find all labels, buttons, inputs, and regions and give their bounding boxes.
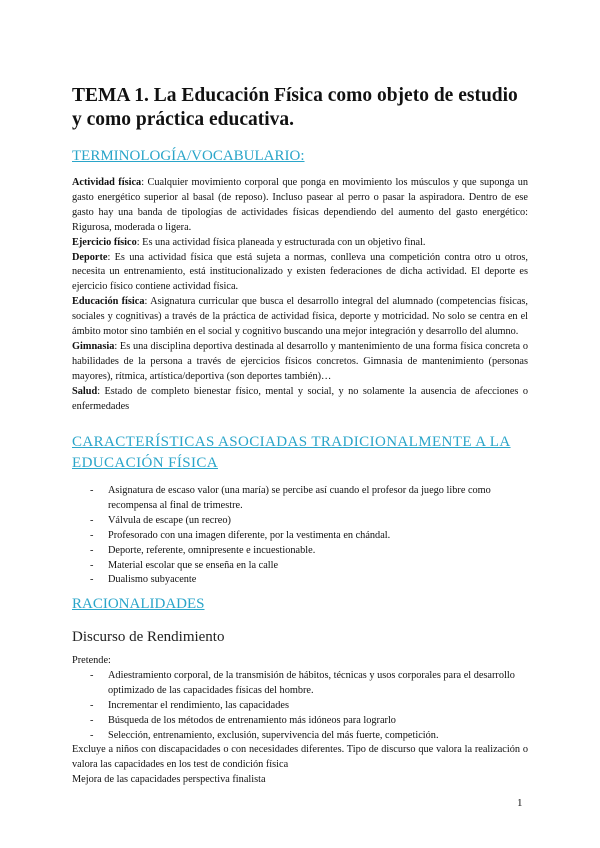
list-item-text: Búsqueda de los métodos de entrenamiento más idóneos para lograrlo [108,714,396,726]
definition-salud [72,385,528,415]
definition-term: Salud [72,385,98,397]
closing-paragraph: Mejora de las capacidades perspectiva finalista [72,774,266,786]
list-item: - Dualismo subyacente [90,574,197,586]
performance-list [72,669,528,744]
section-heading-terminology: TERMINOLOGÍA/VOCABULARIO: [72,148,305,164]
definition-text: : Es una actividad física planeada y estructurada con un objetivo final. [136,236,426,248]
list-item-text: Válvula de escape (un recreo) [108,514,231,526]
subsection-heading: Discurso de Rendimiento [72,629,225,645]
intro-text: Pretende: [72,655,111,666]
definition-term: Deporte [72,251,108,263]
section-heading-rationalities: RACIONALIDADES [72,596,205,612]
definition-actividad-fisica [72,176,528,236]
definition-term: Educación física [72,296,145,308]
list-item-text: Incrementar el rendimiento, las capacidades [108,699,289,711]
definitions-block [72,176,528,415]
list-item-text: Adiestramiento corporal, de la transmisión de hábitos, técnicas y usos corporales para el desarrollo optimizado de las capacidades físicas del hombre. [108,669,515,696]
section-heading-line: CARACTERÍSTICAS ASOCIADAS TRADICIONALMENTE A LA [72,434,511,450]
definition-text: : Es una disciplina deportiva destinada al desarrollo y mantenimiento de una forma física concreta o habilidades de la persona a través de ejercicios físicos concretos. Gimnasia de mantenimiento (personas mayores), rítmica, artística/deportiva (son deportes también)… [72,340,528,382]
list-item-text: Asignatura de escaso valor (una maría) se percibe así cuando el profesor da juego libre como recompensa al final de trimestre. [108,485,491,511]
definition-gimnasia [72,340,528,385]
list-item-text: Dualismo subyacente [108,574,197,586]
closing-paragraph: Excluye a niños con discapacidades o con necesidades diferentes. Tipo de discurso que valora la realización o valora las capacidades en los test de condición física [72,744,528,771]
list-item-text: Material escolar que se enseña en la calle [108,559,279,571]
definition-text: : Es una actividad física que está sujeta a normas, conlleva una competición contra otro u otros, necesita un entrenamiento, está institucionalizado y existen federaciones de dicha actividad. El deporte es ejercicio físico contiene actividad física. [72,251,528,293]
definition-term: Ejercicio físico [72,236,137,248]
list-item: - Deporte, referente, omnipresente e incuestionable. [90,544,316,556]
definition-text: : Asignatura curricular que busca el desarrollo integral del alumnado (competencias físicas, sociales y cognitivas) a través de la práctica de actividad física, deporte y motricidad. No solo se centra en el ámbito motor sino también en el social y cognitivo buscando una mejor integración y desarrollo del alumno. [72,296,529,338]
list-item: - Búsqueda de los métodos de entrenamiento más idóneos para lograrlo [90,714,396,726]
characteristics-list-block [72,484,528,588]
list-item: - Profesorado con una imagen diferente, por la vestimenta en chándal. [90,529,391,541]
definition-term: Gimnasia [72,340,115,352]
list-item: - Asignatura de escaso valor (una maría) se percibe así cuando el profesor da juego libre como recompensa al final de trimestre. [90,485,491,511]
list-item: - Adiestramiento corporal, de la transmisión de hábitos, técnicas y usos corporales para el desarrollo optimizado de las capacidades físicas del hombre. [90,669,515,696]
list-item: - Selección, entrenamiento, exclusión, supervivencia del más fuerte, competición. [90,729,439,741]
definition-educacion-fisica [72,295,528,340]
page-title: TEMA 1. La Educación Física como objeto de estudio y como práctica educativa. [72,85,518,130]
list-item-text: Profesorado con una imagen diferente, por la vestimenta en chándal. [108,529,391,541]
list-item: - Incrementar el rendimiento, las capacidades [90,699,289,711]
performance-discourse-block [72,654,528,788]
list-item: - Válvula de escape (un recreo) [90,514,231,526]
definition-ejercicio-fisico [72,236,528,251]
characteristics-list [72,484,528,588]
list-item: - Material escolar que se enseña en la calle [90,559,279,571]
definition-text: : Cualquier movimiento corporal que ponga en movimiento los músculos y que suponga un gasto energético superior al basal (de reposo). Incluso pasear al perro o pasar la aspiradora. Dentro de ese gasto hay una banda de tipologías de actividades físicas dependiendo del aumento del gasto energético: Rigurosa, moderada o ligera. [72,177,529,233]
definition-term: Actividad física [72,177,142,188]
section-heading-characteristics [72,432,528,474]
definition-deporte [72,251,528,296]
definition-text: : Estado de completo bienestar físico, mental y social, y no solamente la ausencia de afecciones o enfermedades [72,385,528,412]
list-item-text: Selección, entrenamiento, exclusión, supervivencia del más fuerte, competición. [108,729,439,741]
page-number: 1 [517,797,523,809]
section-heading-line: EDUCACIÓN FÍSICA [72,455,218,471]
list-item-text: Deporte, referente, omnipresente e incuestionable. [108,544,316,556]
